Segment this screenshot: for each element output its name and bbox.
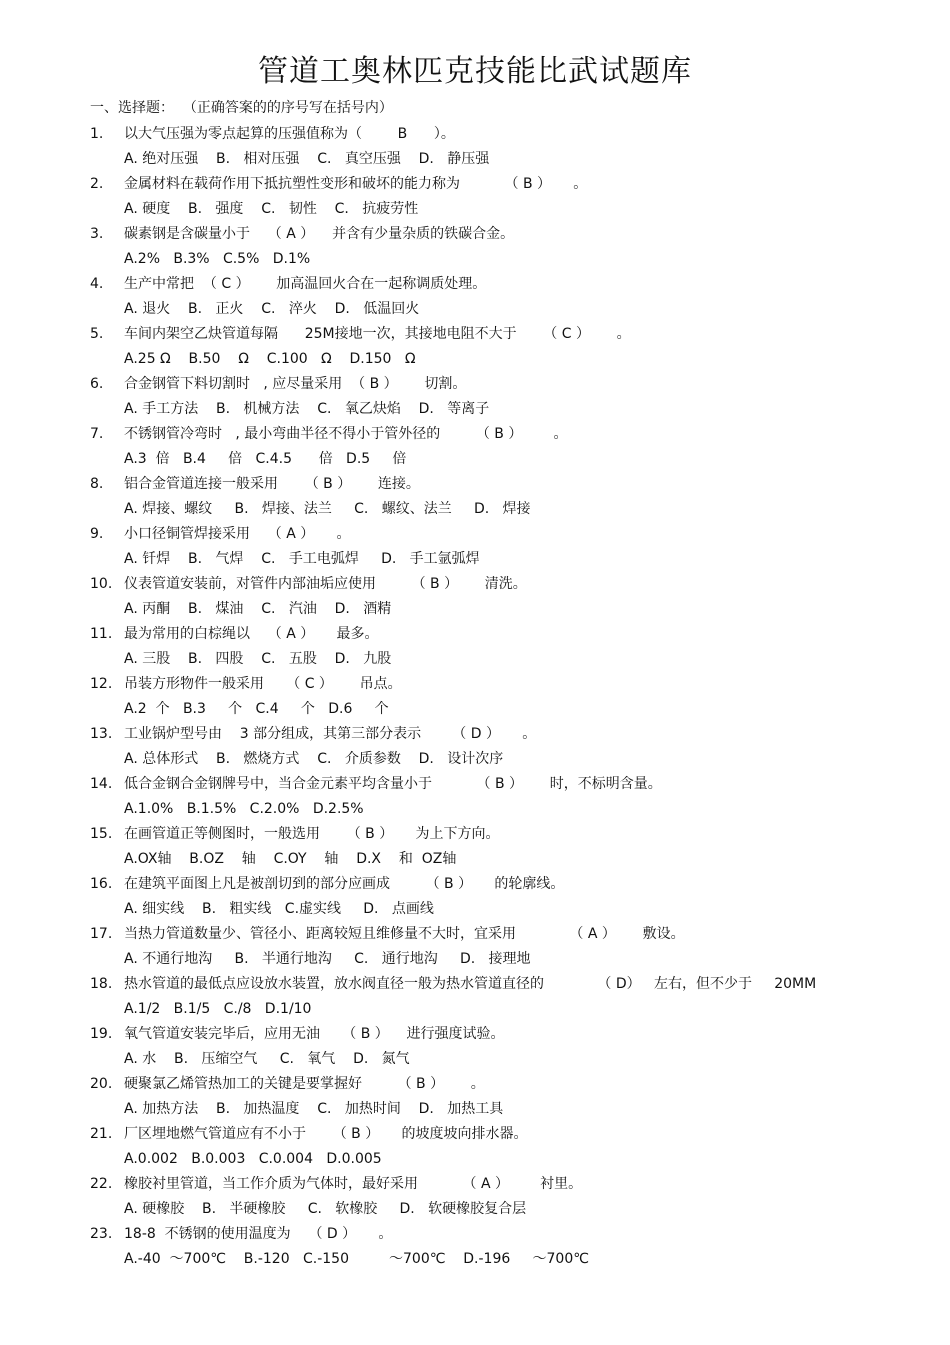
question-options: A.25 Ω B.50 Ω C.100 Ω D.150 Ω: [124, 351, 416, 367]
question-stem: [90, 722, 890, 747]
question-list: [90, 122, 890, 1272]
question-options: A. 丙酮 B. 煤油 C. 汽油 D. 酒精: [124, 601, 392, 617]
question-text: 小口径铜管焊接采用 （ A ） 。: [124, 526, 351, 542]
question-number: 11.: [90, 626, 113, 642]
question-text: 仪表管道安装前，对管件内部油垢应使用 （ B ） 清洗。: [124, 576, 527, 592]
question-text: 在建筑平面图上凡是被剖切到的部分应画成 （ B ） 的轮廓线。: [124, 876, 565, 892]
question-number: 13.: [90, 726, 113, 742]
question-text: 生产中常把 （ C ） 加高温回火合在一起称调质处理。: [124, 276, 487, 292]
question-options: A.2 个 B.3 个 C.4 个 D.6 个: [124, 701, 389, 717]
question-options: A.OX轴 B.OZ 轴 C.OY 轴 D.X 和 OZ轴: [124, 851, 457, 867]
question-stem: [90, 122, 890, 147]
question-item: [90, 222, 890, 272]
question-text: 以大气压强为零点起算的压强值称为（ B ）。: [124, 126, 455, 142]
question-number: 20.: [90, 1076, 113, 1092]
question-number: 19.: [90, 1026, 113, 1042]
question-stem: [90, 972, 890, 997]
question-stem: [90, 572, 890, 597]
question-number: 21.: [90, 1126, 113, 1142]
question-text: 金属材料在载荷作用下抵抗塑性变形和破坏的能力称为 （ B ） 。: [124, 176, 588, 192]
question-options: A.3 倍 B.4 倍 C.4.5 倍 D.5 倍: [124, 451, 407, 467]
question-text: 吊装方形物件一般采用 （ C ） 吊点。: [124, 676, 402, 692]
question-options: A.1/2 B.1/5 C./8 D.1/10: [124, 1001, 312, 1017]
question-number: 14.: [90, 776, 113, 792]
question-number: 12.: [90, 676, 113, 692]
question-item: [90, 322, 890, 372]
question-options: A. 硬度 B. 强度 C. 韧性 C. 抗疲劳性: [124, 201, 419, 217]
question-number: 6.: [90, 376, 104, 392]
question-number: 1.: [90, 126, 104, 142]
question-text: 合金钢管下料切割时 , 应尽量采用 （ B ） 切割。: [124, 376, 467, 392]
question-number: 8.: [90, 476, 104, 492]
question-stem: [90, 322, 890, 347]
question-options: A. 手工方法 B. 机械方法 C. 氧乙炔焰 D. 等离子: [124, 401, 490, 417]
question-item: [90, 522, 890, 572]
question-stem: [90, 1072, 890, 1097]
question-stem: [90, 522, 890, 547]
question-options: A. 不通行地沟 B. 半通行地沟 C. 通行地沟 D. 接理地: [124, 951, 531, 967]
question-text: 在画管道正等侧图时，一般选用 （ B ） 为上下方向。: [124, 826, 500, 842]
question-number: 22.: [90, 1176, 113, 1192]
section-heading: 一、选择题： （正确答案的的序号写在括号内）: [90, 100, 393, 116]
question-item: [90, 1222, 890, 1272]
question-options: A.0.002 B.0.003 C.0.004 D.0.005: [124, 1151, 382, 1167]
question-item: [90, 972, 890, 1022]
question-number: 17.: [90, 926, 113, 942]
question-number: 15.: [90, 826, 113, 842]
question-item: [90, 372, 890, 422]
question-item: [90, 472, 890, 522]
question-options: A. 退火 B. 正火 C. 淬火 D. 低温回火: [124, 301, 420, 317]
question-stem: [90, 872, 890, 897]
question-number: 23.: [90, 1226, 113, 1242]
question-options: A. 细实线 B. 粗实线 C.虚实线 D. 点画线: [124, 901, 434, 917]
question-number: 3.: [90, 226, 104, 242]
question-stem: [90, 172, 890, 197]
question-stem: [90, 1122, 890, 1147]
question-number: 4.: [90, 276, 104, 292]
question-stem: [90, 272, 890, 297]
question-number: 10.: [90, 576, 113, 592]
question-stem: [90, 422, 890, 447]
question-text: 工业锅炉型号由 3 部分组成，其第三部分表示 （ D ） 。: [124, 726, 537, 742]
question-options: A. 总体形式 B. 燃烧方式 C. 介质参数 D. 设计次序: [124, 751, 504, 767]
question-stem: [90, 922, 890, 947]
question-number: 2.: [90, 176, 104, 192]
question-options: A. 钎焊 B. 气焊 C. 手工电弧焊 D. 手工氩弧焊: [124, 551, 480, 567]
question-text: 最为常用的白棕绳以 （ A ） 最多。: [124, 626, 379, 642]
question-options: A. 焊接、螺纹 B. 焊接、法兰 C. 螺纹、法兰 D. 焊接: [124, 501, 531, 517]
page-title: 管道工奥林匹克技能比武试题库: [258, 54, 692, 89]
question-options: A. 水 B. 压缩空气 C. 氧气 D. 氮气: [124, 1051, 410, 1067]
question-stem: [90, 672, 890, 697]
question-stem: [90, 222, 890, 247]
question-options: A.1.0% B.1.5% C.2.0% D.2.5%: [124, 801, 364, 817]
question-text: 车间内架空乙炔管道每隔 25M接地一次，其接地电阻不大于 （ C ） 。: [124, 326, 631, 342]
question-item: [90, 622, 890, 672]
question-stem: [90, 472, 890, 497]
question-text: 氧气管道安装完毕后，应用无油 （ B ） 进行强度试验。: [124, 1026, 505, 1042]
question-item: [90, 172, 890, 222]
question-options: A. 三股 B. 四股 C. 五股 D. 九股: [124, 651, 392, 667]
question-item: [90, 572, 890, 622]
question-item: [90, 922, 890, 972]
question-text: 当热力管道数量少、管径小、距离较短且维修量不大时，宜采用 （ A ） 敷设。: [124, 926, 685, 942]
question-item: [90, 1172, 890, 1222]
question-item: [90, 1122, 890, 1172]
question-options: A. 硬橡胶 B. 半硬橡胶 C. 软橡胶 D. 软硬橡胶复合层: [124, 1201, 527, 1217]
question-item: [90, 272, 890, 322]
question-options: A. 加热方法 B. 加热温度 C. 加热时间 D. 加热工具: [124, 1101, 504, 1117]
question-text: 18-8 不锈钢的使用温度为 （ D ） 。: [124, 1226, 393, 1242]
question-item: [90, 1022, 890, 1072]
question-item: [90, 422, 890, 472]
question-number: 16.: [90, 876, 113, 892]
question-stem: [90, 372, 890, 397]
question-options: A.-40 ～700℃ B.-120 C.-150 ～700℃ D.-196 ～700℃: [124, 1251, 589, 1267]
question-stem: [90, 1172, 890, 1197]
question-text: 热水管道的最低点应设放水装置，放水阀直径一般为热水管道直径的 （ D） 左右，但不少于 20MM: [124, 976, 817, 992]
question-text: 厂区埋地燃气管道应有不小于 （ B ） 的坡度坡向排水器。: [124, 1126, 528, 1142]
question-text: 硬聚氯乙烯管热加工的关键是要掌握好 （ B ） 。: [124, 1076, 485, 1092]
question-number: 18.: [90, 976, 113, 992]
question-stem: [90, 822, 890, 847]
question-text: 低合金钢合金钢牌号中，当合金元素平均含量小于 （ B ） 时，不标明含量。: [124, 776, 662, 792]
question-text: 碳素钢是含碳量小于 （ A ） 并含有少量杂质的铁碳合金。: [124, 226, 515, 242]
question-number: 7.: [90, 426, 104, 442]
question-text: 橡胶衬里管道，当工作介质为气体时，最好采用 （ A ） 衬里。: [124, 1176, 583, 1192]
question-item: [90, 122, 890, 172]
question-options: A. 绝对压强 B. 相对压强 C. 真空压强 D. 静压强: [124, 151, 490, 167]
question-text: 不锈钢管冷弯时 , 最小弯曲半径不得小于管外径的 （ B ） 。: [124, 426, 568, 442]
question-number: 9.: [90, 526, 104, 542]
question-stem: [90, 622, 890, 647]
question-number: 5.: [90, 326, 104, 342]
question-item: [90, 772, 890, 822]
question-stem: [90, 772, 890, 797]
question-stem: [90, 1022, 890, 1047]
question-item: [90, 722, 890, 772]
question-text: 铝合金管道连接一般采用 （ B ） 连接。: [124, 476, 420, 492]
question-stem: [90, 1222, 890, 1247]
question-item: [90, 672, 890, 722]
question-options: A.2% B.3% C.5% D.1%: [124, 251, 311, 267]
question-item: [90, 872, 890, 922]
question-item: [90, 822, 890, 872]
question-item: [90, 1072, 890, 1122]
